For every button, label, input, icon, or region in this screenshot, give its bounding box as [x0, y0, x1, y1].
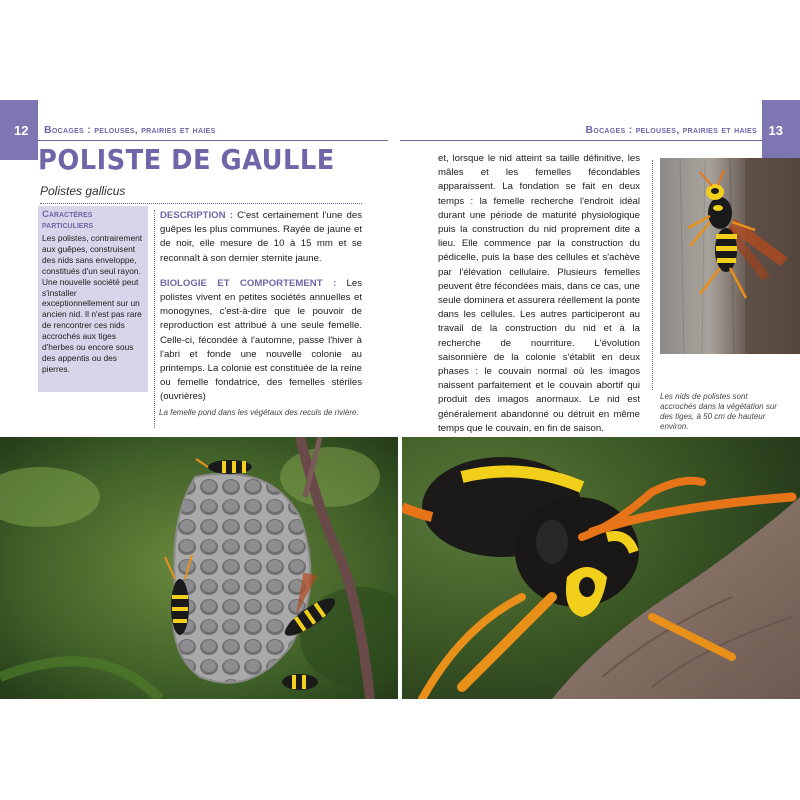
- title-dotted-rule: [40, 203, 362, 204]
- page-number-left: 12: [14, 123, 29, 138]
- column-dotted-rule-right: [652, 160, 653, 390]
- species-latin-name: Polistes gallicus: [40, 184, 126, 198]
- biology-heading: BIOLOGIE ET COMPORTEMENT :: [160, 277, 337, 289]
- running-header-right: [585, 124, 757, 136]
- characteristics-box-text: Les polistes, contrairement aux guêpes, construisent des nids sans enveloppe, constitués d'un seul rayon. Une nouvelle société peut s'installer exceptionnellement sur un ancien nid. Il n'est pas rare de rencontrer ces nids accrochés aux tiges d'herbes ou encore sous des appentis ou des pierres.: [42, 233, 143, 374]
- biology-text-part2: et, lorsque le nid atteint sa taille définitive, les mâles et les femelles fécondables apparaissent. La fondation se fait en deux temps : la femelle recherche l'endroit idéal durant une période de maturité physiologique puis la construction du nid proprement dite a lieu. Elle commence par la construction du pédicelle, puis la base des cellules et s'achève par l'élévation cellulaire. Plusieurs femelles peuvent être fécondées mais, dans ce cas, une seule dominera et assurera réellement la ponte dans les cellules. Les autres participeront au travail de la construction du nid et à la recherche de nourriture. L'évolution saisonnière de la colonie s'établit en deux phases : le couvain normal où les imagos naissent parfaitement et le couvain abortif qui produit des imagos anormaux. Le nid est généralement abandonné ou détruit en même temps que le couvain, en fin de saison.: [438, 153, 640, 434]
- description-text: C'est certainement l'une des guêpes les plus communes. Rayée de jaune et de noir, elle mesure de 10 à 15 mm et se reconnaît à son dernier sternite jaune.: [160, 210, 362, 264]
- wasp-closeup-photo: [402, 437, 800, 699]
- biology-text-part1: Les polistes vivent en petites sociétés annuelles et monogynes, c'est-à-dire que le pouvoir de reproduction est attribué à une seule femelle. Celle-ci, fécondée à l'automne, passe l'hiver à l'abri et fonde une nouvelle colonie au printemps. La colonie est constituée de la reine ou femelle fondatrice, des femelles stériles (ouvrières): [160, 277, 362, 403]
- wasps-on-nest-photo: [0, 437, 398, 699]
- text-column-2: [438, 152, 640, 436]
- characteristics-box-title: Caractères particuliers: [42, 209, 94, 231]
- biology-paragraph: [160, 277, 362, 405]
- header-rule-right: [400, 140, 762, 141]
- header-rule-left: [38, 140, 388, 141]
- caption-stem-photo: Les nids de polistes sont accrochés dans la végétation sur des tiges, à 50 cm de hauteur environ.: [660, 392, 777, 431]
- description-paragraph: [160, 209, 362, 266]
- caption-nest-photo: La femelle pond dans les végétaux des reculs de rivière.: [159, 408, 359, 417]
- running-header-left: [44, 124, 216, 136]
- running-header-right-text: Bocages : pelouses, prairies et haies: [585, 124, 757, 136]
- column-dotted-rule-left: [154, 210, 155, 428]
- characteristics-box: [38, 206, 148, 392]
- description-heading: DESCRIPTION :: [160, 210, 233, 221]
- page-number-right: 13: [768, 123, 783, 138]
- wasp-on-stem-photo: [660, 158, 800, 354]
- running-header-left-text: Bocages : pelouses, prairies et haies: [44, 124, 216, 136]
- species-title: POLISTE DE GAULLE: [38, 143, 335, 176]
- text-column-1: [160, 209, 362, 416]
